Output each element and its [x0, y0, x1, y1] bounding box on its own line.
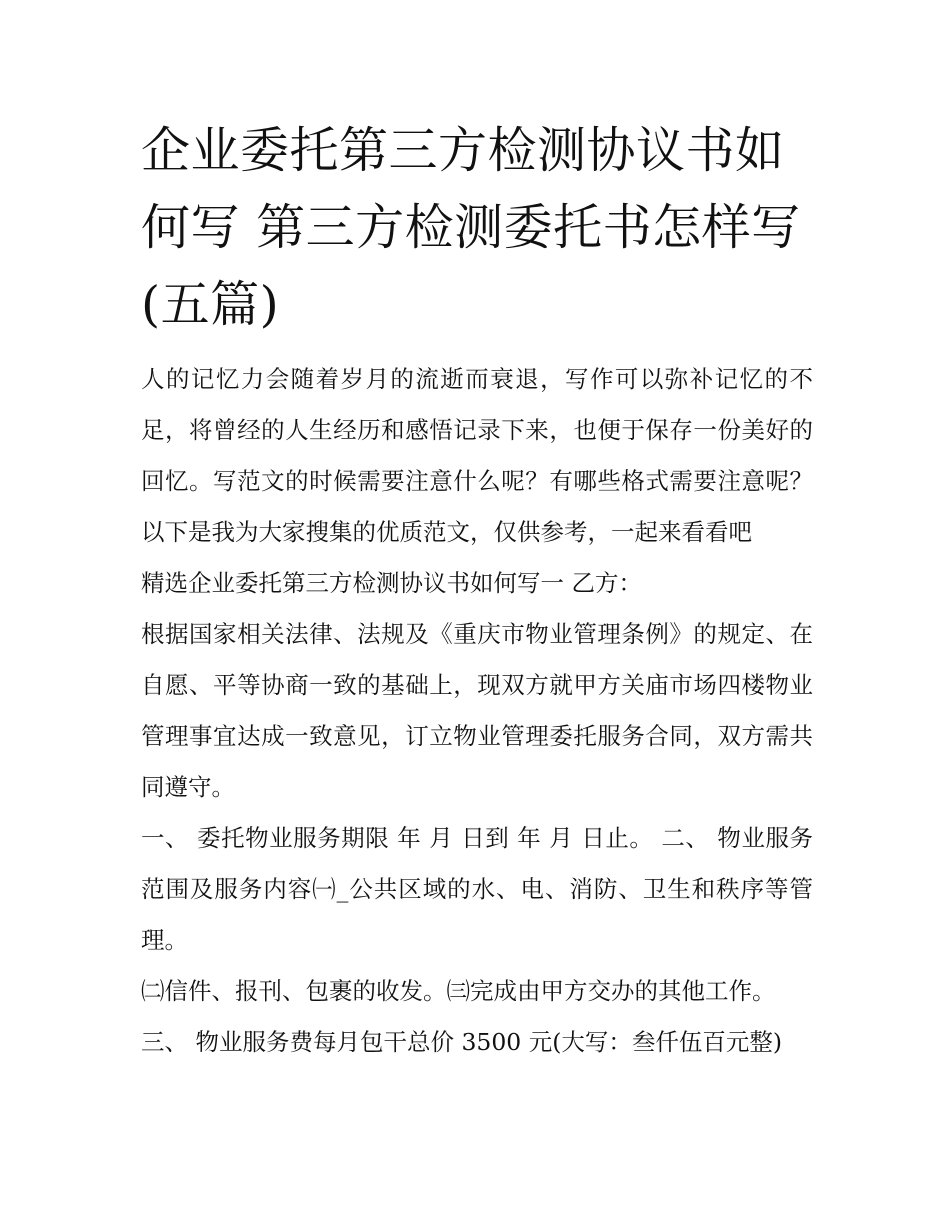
paragraph-intro: 人的记忆力会随着岁月的流逝而衰退，写作可以弥补记忆的不足，将曾经的人生经历和感悟记录下来，也便于保存一份美好的回忆。写范文的时候需要注意什么呢？有哪些格式需要注意呢？以下是我为大家搜集的优质范文，仅供参考，一起来看看吧 — [141, 365, 813, 546]
document-title: 企业委托第三方检测协议书如何写 第三方检测委托书怎样写(五篇) — [141, 122, 801, 333]
document-body — [141, 354, 813, 1068]
paragraph-clause-3-fee: 三、 物业服务费每月包干总价 3500 元(大写：叁仟伍百元整) — [141, 1028, 783, 1056]
paragraph-section-heading: 精选企业委托第三方检测协议书如何写一 乙方： — [141, 569, 642, 597]
paragraph-clause-services: ㈡信件、报刊、包裹的收发。㈢完成由甲方交办的其他工作。 — [141, 977, 776, 1005]
paragraph-clause-1-2: 一、 委托物业服务期限 年 月 日到 年 月 日止。 二、 物业服务范围及服务内容㈠_公共区域的水、电、消防、卫生和秩序等管理。 — [141, 824, 813, 954]
paragraph-legal-basis: 根据国家相关法律、法规及《重庆市物业管理条例》的规定、在自愿、平等协商一致的基础上，现双方就甲方关庙市场四楼物业管理事宜达成一致意见，订立物业管理委托服务合同，双方需共同遵守。 — [141, 620, 813, 801]
